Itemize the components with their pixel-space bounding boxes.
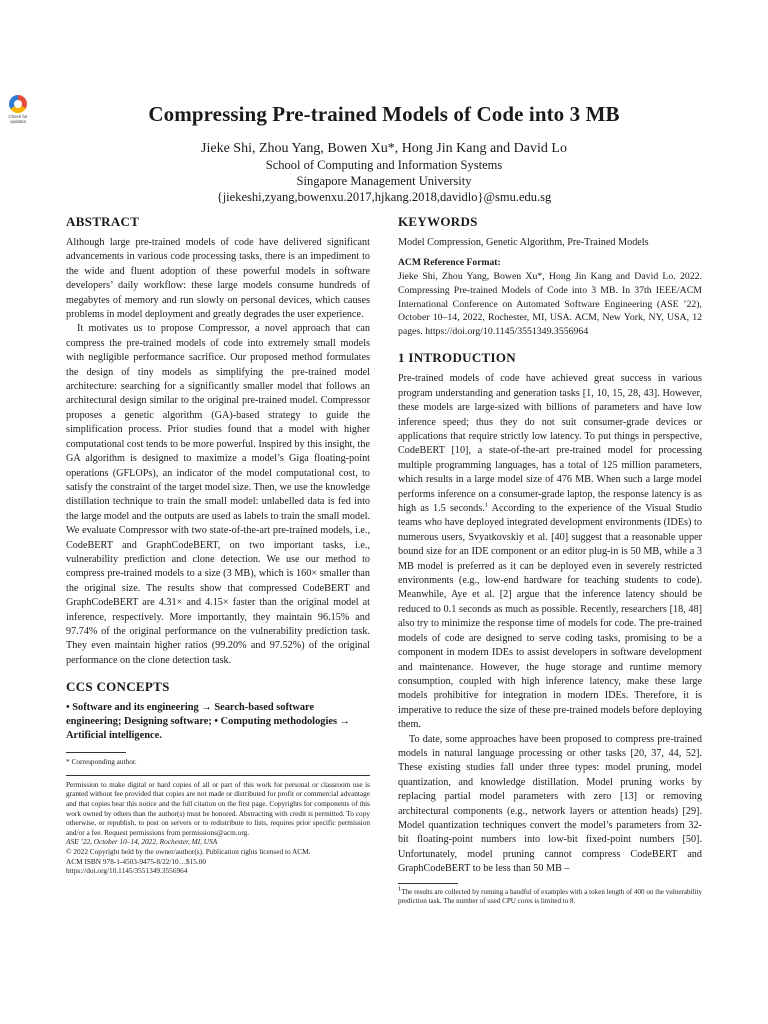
venue-line: ASE ’22, October 10–14, 2022, Rochester, MI, USA [66, 837, 218, 847]
abstract-paragraph: It motivates us to propose Compressor, a novel approach that can compress the pre-trained models of code into extremely small models with negligible performance sacrifice. Our proposed method formulates the design of tiny models as simplifying the pre-trained model architecture: searching for a significantly smaller model that follows an architectural design similar to the original pre-trained model. Compressor proposes a genetic algorithm (GA)-based strategy to guide the simplification process. Prior studies found that a model with higher computational cost tends to be more powerful. Inspired by this insight, the GA algorithm is designed to maximize a model’s Giga floating-point operations (GFLOPs), an indicator of the model computational cost, to satisfy the constraint of the target model size. Then, we use the knowledge distillation technique to train the small model: unlabelled data is fed into the large model and the outputs are used as labels to train the small model. We evaluate Compressor with two state-of-the-art pre-trained models, i.e., CodeBERT and GraphCodeBERT, on two important tasks, i.e., vulnerability prediction and clone detection. We use our method to compress pre-trained models to a size (3 MB), which is 160× smaller than the original size. The results show that compressed CodeBERT and GraphCodeBERT are 4.31× and 4.15× faster than the original model at inference, respectively. More importantly, they maintain 96.15% and 97.74% of the original performance on the vulnerability prediction task. They even maintain higher ratios (99.20% and 97.52%) of the original performance on the clone detection task. [66, 323, 370, 666]
permission-notice: Permission to make digital or hard copies of all or part of this work for personal or classroom use is granted without fee provided that copies are not made or distributed for profit or commercial advantage and that copies bear this notice and the full citation on the first page. Copyrights for components of this work owned by others than the author(s) must be honored. Abstracting with credit is permitted. To copy otherwise, or republish, to post on servers or to redistribute to lists, requires prior specific permission and/or a fee. Request permissions from permissions@acm.org. [66, 779, 370, 837]
paper-title: Compressing Pre-trained Models of Code into 3 MB [148, 102, 620, 126]
footnote-divider [66, 752, 126, 753]
abstract-heading: ABSTRACT [66, 214, 140, 229]
affiliation-university: Singapore Management University [296, 174, 472, 188]
introduction-heading: 1 INTRODUCTION [398, 350, 516, 366]
footnote-marker[interactable]: 1 [484, 501, 489, 509]
doi-link[interactable]: https://doi.org/10.1145/3551349.3556964 [66, 866, 188, 876]
keywords-heading: KEYWORDS [398, 214, 478, 229]
introduction-paragraph: To date, some approaches have been proposed to compress pre-trained models in natural language processing or other tasks [20, 37, 44, 52]. These existing studies fall under three types: model pruning, model quantization, and knowledge distillation. Model pruning works by replacing partial model parameters with zero [13] or removing architectural components (e.g., network layers or attention heads) [29]. Model quantization techniques convert the model’s parameters from 32-bit floating-point numbers into low-bit fixed-point numbers [50]. Unfortunately, model pruning cannot compress CodeBERT and GraphCodeBERT to be less than 50 MB – [398, 733, 702, 875]
author-list: Jieke Shi, Zhou Yang, Bowen Xu*, Hong Jin Kang and David Lo [201, 141, 567, 156]
ccs-heading: CCS CONCEPTS [66, 679, 170, 695]
corresponding-author-note: * Corresponding author. [66, 757, 137, 767]
acm-reference-heading: ACM Reference Format: [398, 257, 501, 269]
affiliation-emails: {jiekeshi,zyang,bowenxu.2017,hjkang.2018,davidlo}@smu.edu.sg [216, 190, 552, 204]
acm-reference-text: Jieke Shi, Zhou Yang, Bowen Xu*, Hong Jin Kang and David Lo. 2022. Compressing Pre-trained Models of Code into 3 MB. In 37th IEEE/ACM International Conference on Automated Software Engineering (ASE ’22), October 10–14, 2022, Rochester, MI, USA. ACM, New York, NY, USA, 12 pages. https://doi.org/10.1145/3551349.3556964 [398, 271, 702, 337]
abstract-paragraph: Although large pre-trained models of code have delivered significant advancements in various code processing tasks, there is an impediment to the wide and fluent adoption of these powerful models in software developers’ daily workflow: these large models consume hundreds of megabytes of memory and run slowly on personal devices, which causes problems in model deployment and greatly degrades the user experience. [66, 237, 370, 321]
footnote-text: $^1$The results are collected by running a handful of examples with a token length of 400 on the vulnerability prediction task. The number of used CPU cores is limited to 8. [398, 885, 702, 906]
keywords-text: Model Compression, Genetic Algorithm, Pre-Trained Models [398, 237, 649, 248]
left-column [66, 214, 370, 876]
badge-label: Check for updates [8, 114, 28, 124]
introduction-paragraph: Pre-trained models of code have achieved great success in various program understanding and generation tasks [1, 10, 15, 28, 43]. However, these models are large-sized with billions of parameters and have low inference speed; thus they do not suit consumer-grade devices or applications that require strictly low latency. To put things in perspective, CodeBERT [10], a state-of-the-art pre-trained model for processing multiple programming languages, has a total of 125 million parameters, which results in a large model size of 476 MB. When such a large model performs inference on a consumer-grade laptop, the response latency is as high as 1.5 seconds.$^1$ According to the experience of the Visual Studio teams who have deployed integrated development environments (IDEs) to numerous users, Svyatkovskiy et al. [40] suggest that a reasonable upper bound size for an IDE component or an editor plug-in is 50 MB, while a 3 MB model is preferred as it can be deployed even in severely restricted environments (e.g., low-end hardware for teaching students to code). Meanwhile, Aye et al. [2] argue that the inference latency should be reduced to 0.1 seconds as much as possible. Recently, researchers [18, 48] also try to minimize the response time of models for code. The pre-trained models of code are designed to serve coding tasks, promising to be a component in modern IDEs to assist developers in software development and maintenance. However, the huge storage and runtime memory consumption, coupled with high inference latency, make these large models prohibitive for integration in modern IDEs. Therefore, it is imperative to reduce the size of these pre-trained models before deploying them. [398, 373, 702, 731]
copyright-line: © 2022 Copyright held by the owner/author(s). Publication rights licensed to ACM. [66, 846, 311, 856]
affiliation-school: School of Computing and Information Systems [265, 158, 503, 172]
ccs-concepts-text: • Software and its engineering → Search-based software engineering; Designing software; • Computing methodologies → Artificial intelligence. [66, 702, 350, 742]
footnote-divider [398, 883, 458, 884]
isbn-line: ACM ISBN 978-1-4503-9475-8/22/10…$15.00 [66, 856, 207, 866]
right-column [398, 214, 702, 907]
permission-divider [66, 775, 370, 776]
